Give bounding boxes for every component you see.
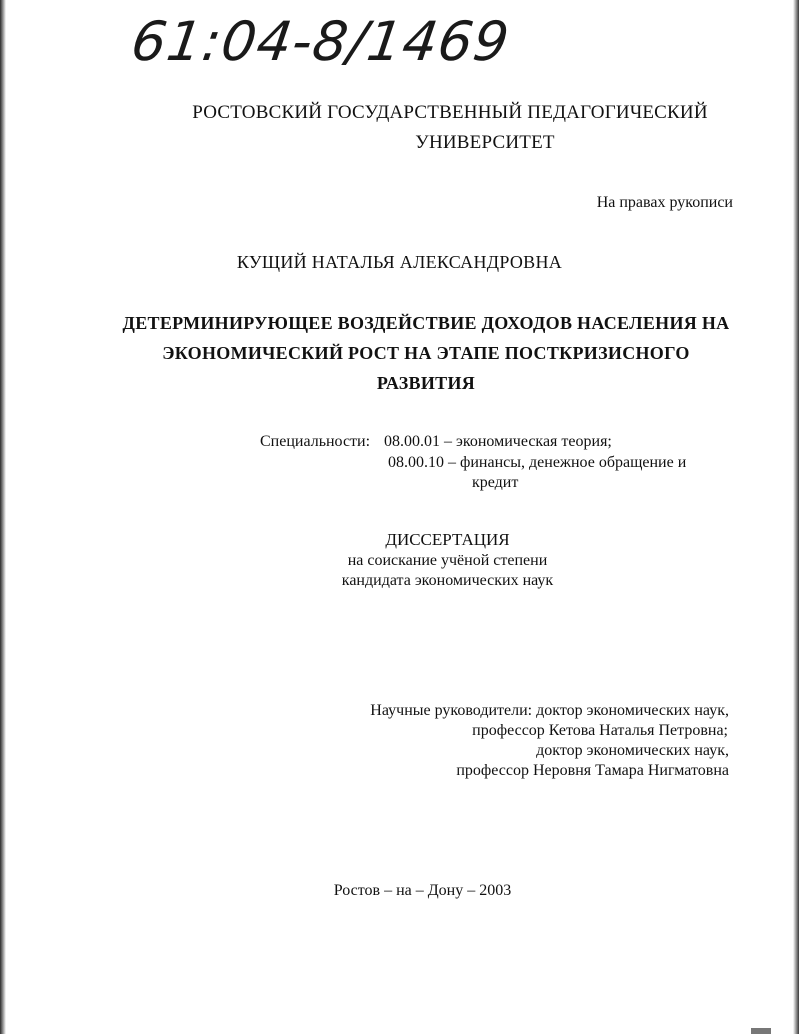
dissertation-title-line2: ЭКОНОМИЧЕСКИЙ РОСТ НА ЭТАПЕ ПОСТКРИЗИСНОГО (162, 343, 690, 363)
document-type-heading: ДИССЕРТАЦИЯ (385, 530, 510, 549)
scan-artifact (751, 1028, 771, 1034)
supervisors-line3: доктор экономических наук, (536, 742, 729, 759)
specialties-label: Специальности: (260, 433, 371, 450)
handwritten-archive-mark: 61:04-8/1469 (127, 10, 514, 73)
dissertation-title-line1: ДЕТЕРМИНИРУЮЩЕЕ ВОЗДЕЙСТВИЕ ДОХОДОВ НАСЕЛЕНИЯ НА (122, 313, 730, 333)
scan-edge-left (0, 0, 6, 1034)
supervisors-line4: профессор Неровня Тамара Нигматовна (456, 762, 729, 779)
scan-edge-right (793, 0, 799, 1034)
degree-line2: кандидата экономических наук (341, 572, 554, 589)
university-name-line1: РОСТОВСКИЙ ГОСУДАРСТВЕННЫЙ ПЕДАГОГИЧЕСКИЙ (192, 102, 708, 123)
specialty-2-line2: кредит (472, 474, 519, 491)
author-name: КУЩИЙ НАТАЛЬЯ АЛЕКСАНДРОВНА (236, 252, 563, 272)
rights-note: На правах рукописи (596, 194, 733, 211)
dissertation-title-line3: РАЗВИТИЯ (376, 373, 476, 393)
university-name-line2: УНИВЕРСИТЕТ (415, 132, 555, 153)
supervisors-line2: профессор Кетова Наталья Петровна; (472, 722, 728, 739)
degree-line1: на соискание учёной степени (347, 552, 548, 569)
supervisors-line1: Научные руководители: доктор экономических наук, (370, 702, 729, 719)
specialty-2-line1: 08.00.10 – финансы, денежное обращение и (388, 454, 687, 471)
specialty-1: 08.00.01 – экономическая теория; (384, 433, 612, 450)
city-year: Ростов – на – Дону – 2003 (333, 882, 512, 899)
